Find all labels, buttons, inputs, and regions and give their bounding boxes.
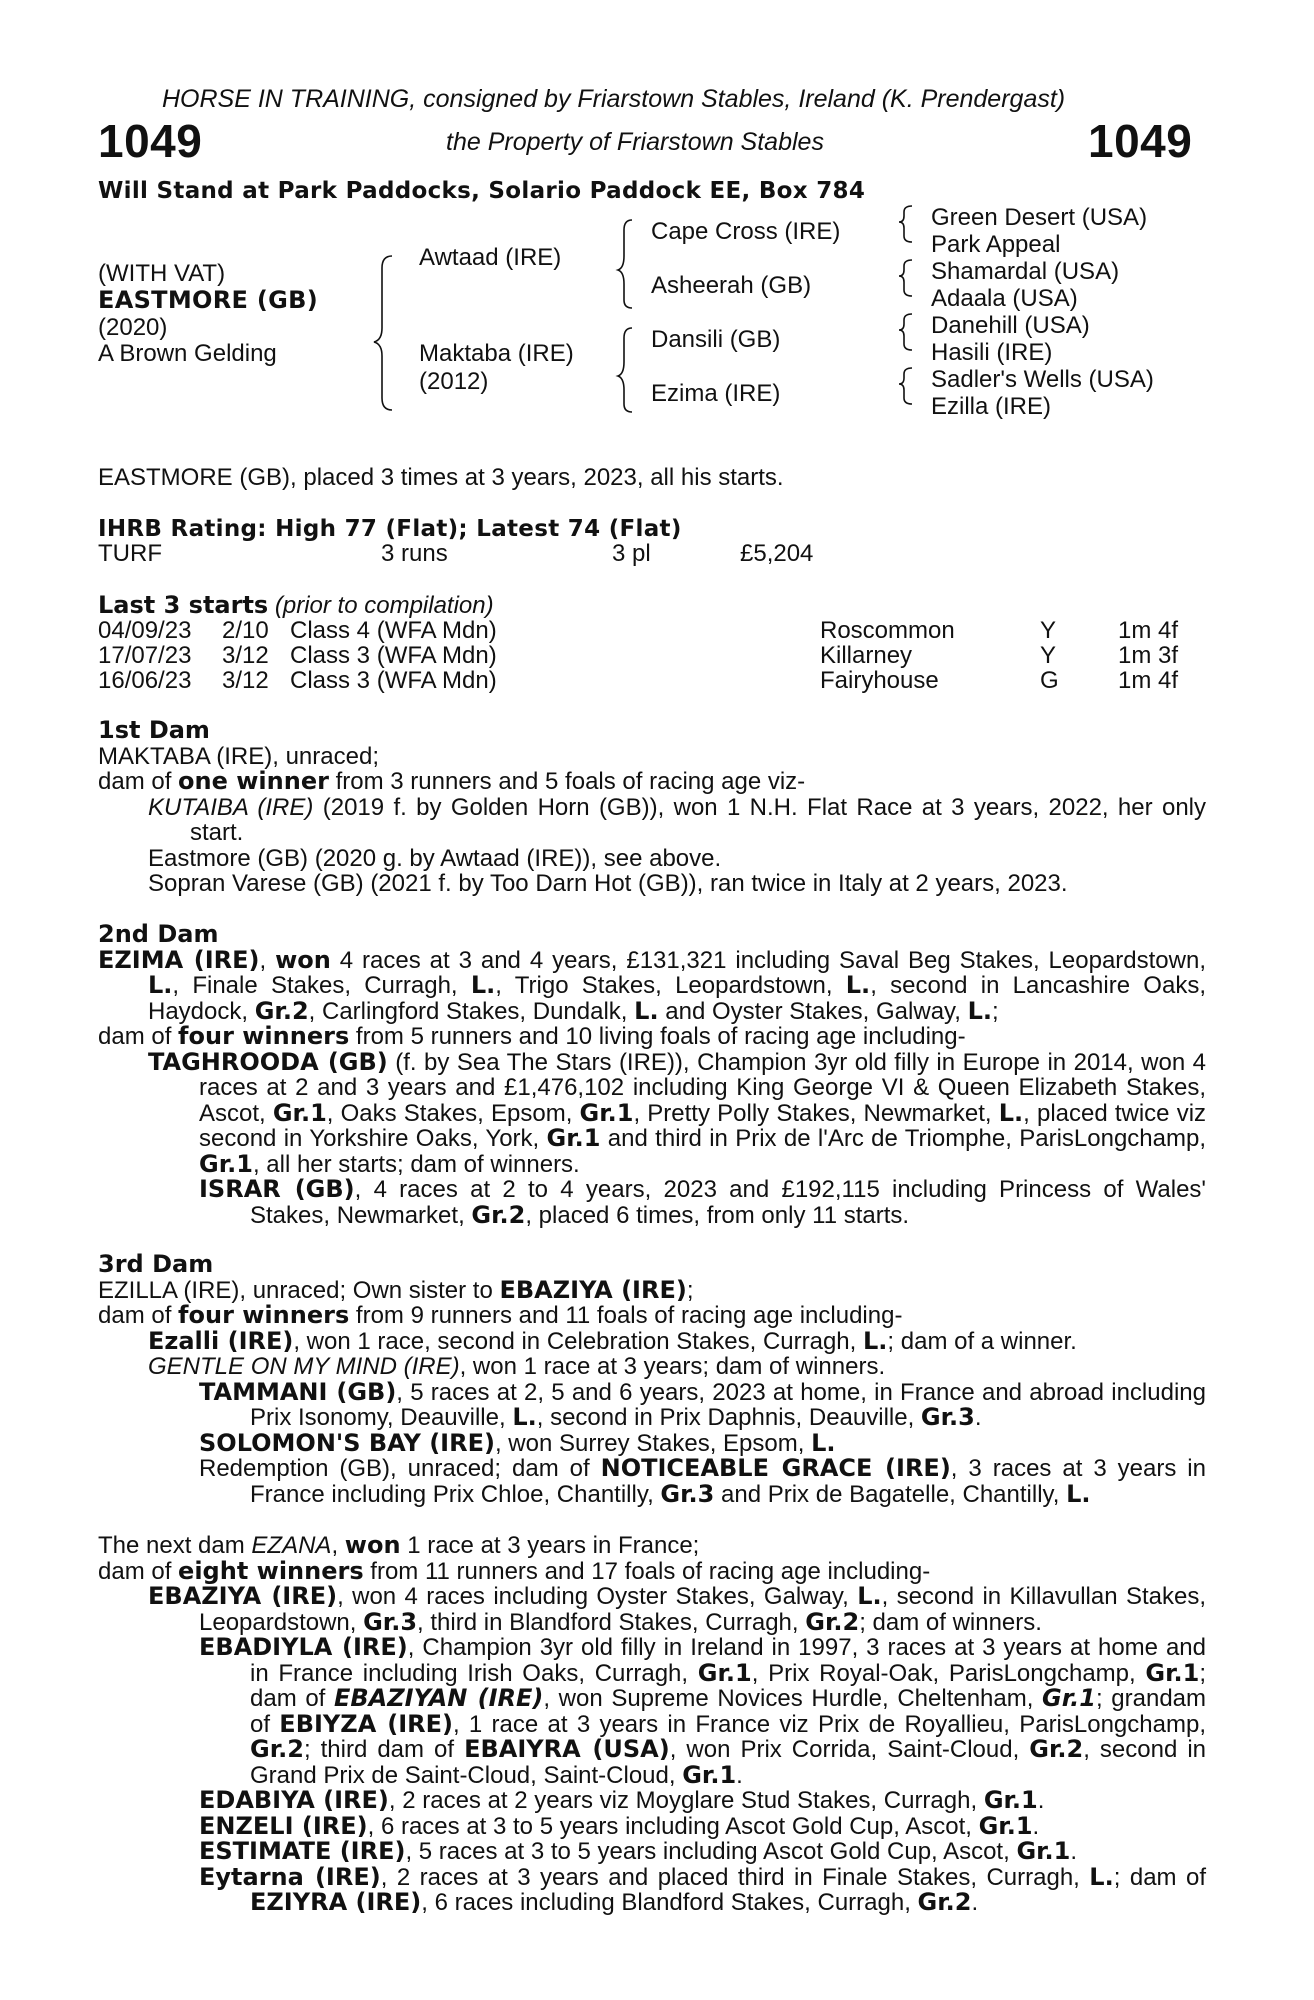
produce-entry: Eastmore (GB) (2020 g. by Awtaad (IRE)), see above. <box>148 844 722 872</box>
last-starts-note: (prior to compilation) <box>274 592 494 619</box>
lot-number-left: 1049 <box>98 115 203 167</box>
horse-description: A Brown Gelding <box>98 340 277 367</box>
start-row-race: Class 4 (WFA Mdn) <box>290 617 497 644</box>
pedigree-sire-dam: Asheerah (GB) <box>651 272 812 299</box>
produce-entry: EBADIYLA (IRE), Champion 3yr old filly in Ireland in 1997, 3 races at 3 years at home and in France including Irish Oaks, Curragh, Gr.1, Prix Royal-Oak, ParisLongchamp, Gr.1; dam of EBAZIYAN (IRE), won Supreme Novices Hurdle, Cheltenham, Gr.1; grandam of EBIYZA (IRE), 1 race at 3 years in France viz Prix de Royallieu, ParisLongchamp, Gr.2; third dam of EBAIYRA (USA), won Prix Corrida, Saint-Cloud, Gr.2, second in Grand Prix de Saint-Cloud, Saint-Cloud, Gr.1. <box>199 1633 1207 1789</box>
race-summary: EASTMORE (GB), placed 3 times at 3 years, 2023, all his starts. <box>98 464 784 491</box>
pedigree-dam: Maktaba (IRE) <box>419 340 574 367</box>
pedigree-dam-dam: Ezima (IRE) <box>651 380 781 407</box>
horse-name: EASTMORE (GB) <box>98 286 318 314</box>
produce-entry: EBAZIYA (IRE), won 4 races including Oyster Stakes, Galway, L., second in Killavullan Stakes, Leopardstown, Gr.3, third in Blandford Stakes, Curragh, Gr.2; dam of winners. <box>148 1582 1206 1636</box>
start-row-date: 04/09/23 <box>98 617 192 644</box>
first-dam-section <box>98 718 1206 897</box>
produce-entry: Eytarna (IRE), 2 races at 3 years and placed third in Finale Stakes, Curragh, L.; dam of EZIYRA (IRE), 6 races including Blandford Stakes, Curragh, Gr.2. <box>199 1862 1206 1916</box>
last-starts-heading <box>98 592 494 619</box>
start-row-course: Roscommon <box>820 617 955 644</box>
produce-entry: ENZELI (IRE), 6 races at 3 to 5 years including Ascot Gold Cup, Ascot, Gr.1. <box>199 1811 1040 1840</box>
pedigree-gen3-3: Shamardal (USA) <box>931 258 1120 285</box>
first-dam-produce-intro: dam of one winner from 3 runners and 5 foals of racing age viz- <box>98 767 806 795</box>
produce-entry: Redemption (GB), unraced; dam of NOTICEABLE GRACE (IRE), 3 races at 3 years in France including Prix Chloe, Chantilly, Gr.3 and Prix de Bagatelle, Chantilly, L. <box>199 1454 1206 1508</box>
third-dam-section <box>98 1252 1206 1507</box>
pedigree-sire: Awtaad (IRE) <box>419 244 562 271</box>
pedigree-gen3-5: Danehill (USA) <box>931 312 1090 339</box>
first-dam-title: 1st Dam <box>98 716 210 744</box>
start-row-going: Y <box>1040 642 1057 669</box>
lot-number-right: 1049 <box>1088 115 1193 167</box>
start-row-distance: 1m 4f <box>1118 667 1179 694</box>
second-dam-record: EZIMA (IRE), won 4 races at 3 and 4 years, £131,321 including Saval Beg Stakes, Leopardstown, L., Finale Stakes, Curragh, L., Trigo Stakes, Leopardstown, L., second in Lancashire Oaks, Haydock, Gr.2, Carlingford Stakes, Dundalk, L. and Oyster Stakes, Galway, L.; <box>98 945 1206 1025</box>
start-row-going: Y <box>1040 617 1057 644</box>
rating-placed: 3 pl <box>612 540 651 567</box>
produce-entry: TAGHROODA (GB) (f. by Sea The Stars (IRE)), Champion 3yr old filly in Europe in 2014, won 4 races at 2 and 3 years and £1,476,102 including King George VI & Queen Elizabeth Stakes, Ascot, Gr.1, Oaks Stakes, Epsom, Gr.1, Pretty Polly Stakes, Newmarket, L., placed twice viz second in Yorkshire Oaks, York, Gr.1 and third in Prix de l'Arc de Triomphe, ParisLongchamp, Gr.1, all her starts; dam of winners. <box>148 1047 1207 1178</box>
consignor-line: HORSE IN TRAINING, consigned by Friarstown Stables, Ireland (K. Prendergast) <box>162 85 1066 113</box>
start-row-position: 3/12 <box>222 667 269 694</box>
start-row-date: 16/06/23 <box>98 667 192 694</box>
pedigree-gen3-2: Park Appeal <box>931 231 1061 258</box>
first-dam-line: MAKTABA (IRE), unraced; <box>98 742 379 770</box>
third-dam-title: 3rd Dam <box>98 1250 214 1278</box>
pedigree-dam-sire: Dansili (GB) <box>651 326 781 353</box>
pedigree-sire-sire: Cape Cross (IRE) <box>651 218 841 245</box>
produce-entry: ESTIMATE (IRE), 5 races at 3 to 5 years including Ascot Gold Cup, Ascot, Gr.1. <box>199 1837 1078 1865</box>
second-dam-title: 2nd Dam <box>98 920 219 948</box>
rating-title: IHRB Rating: High 77 (Flat); Latest 74 (Flat) <box>98 516 682 542</box>
pedigree-gen3-4: Adaala (USA) <box>931 285 1078 312</box>
vat-label: (WITH VAT) <box>98 260 226 287</box>
second-dam-section <box>98 922 1206 1228</box>
property-line: the Property of Friarstown Stables <box>446 128 824 156</box>
pedigree-dam-year: (2012) <box>419 368 489 395</box>
fourth-dam-produce-intro: dam of eight winners from 11 runners and 17 foals of racing age including- <box>98 1556 931 1585</box>
produce-entry: KUTAIBA (IRE) (2019 f. by Golden Horn (GB)), won 1 N.H. Flat Race at 3 years, 2022, her only start. <box>148 793 1206 846</box>
pedigree-gen3-7: Sadler's Wells (USA) <box>931 366 1154 393</box>
start-row-race: Class 3 (WFA Mdn) <box>290 642 497 669</box>
third-dam-produce-intro: dam of four winners from 9 runners and 11 foals of racing age including- <box>98 1301 903 1329</box>
produce-entry: TAMMANI (GB), 5 races at 2, 5 and 6 years, 2023 at home, in France and abroad including Prix Isonomy, Deauville, L., second in Prix Daphnis, Deauville, Gr.3. <box>199 1377 1206 1431</box>
second-dam-produce-intro: dam of four winners from 5 runners and 10 living foals of racing age including- <box>98 1022 966 1050</box>
start-row-course: Fairyhouse <box>820 667 939 694</box>
start-row-position: 3/12 <box>222 642 269 669</box>
start-row-distance: 1m 4f <box>1118 617 1179 644</box>
produce-entry: ISRAR (GB), 4 races at 2 to 4 years, 2023 and £192,115 including Princess of Wales' Stakes, Newmarket, Gr.2, placed 6 times, from only 11 starts. <box>199 1175 1206 1229</box>
rating-surface: TURF <box>98 540 162 567</box>
horse-year: (2020) <box>98 314 168 341</box>
produce-entry: EDABIYA (IRE), 2 races at 2 years viz Moyglare Stud Stakes, Curragh, Gr.1. <box>199 1786 1045 1814</box>
produce-entry: Sopran Varese (GB) (2021 f. by Too Darn Hot (GB)), ran twice in Italy at 2 years, 2023. <box>148 870 1068 897</box>
produce-entry: Ezalli (IRE), won 1 race, second in Celebration Stakes, Curragh, L.; dam of a winner. <box>148 1326 1077 1355</box>
fourth-dam-line: The next dam EZANA, won 1 race at 3 years in France; <box>98 1531 700 1559</box>
start-row-race: Class 3 (WFA Mdn) <box>290 667 497 694</box>
last-starts-title: Last 3 starts <box>98 591 269 619</box>
start-row-date: 17/07/23 <box>98 642 192 669</box>
fourth-dam-section <box>98 1533 1206 1916</box>
produce-entry: SOLOMON'S BAY (IRE), won Surrey Stakes, Epsom, L. <box>199 1428 836 1457</box>
produce-entry: GENTLE ON MY MIND (IRE), won 1 race at 3 years; dam of winners. <box>148 1353 886 1380</box>
start-row-distance: 1m 3f <box>1118 642 1179 669</box>
third-dam-line: EZILLA (IRE), unraced; Own sister to EBAZIYA (IRE); <box>98 1275 694 1304</box>
pedigree-gen3-8: Ezilla (IRE) <box>931 393 1052 420</box>
stand-location: Will Stand at Park Paddocks, Solario Paddock EE, Box 784 <box>98 178 866 204</box>
start-row-course: Killarney <box>820 642 913 669</box>
rating-runs: 3 runs <box>381 540 448 567</box>
pedigree-gen3-1: Green Desert (USA) <box>931 204 1148 231</box>
start-row-position: 2/10 <box>222 617 269 644</box>
pedigree-gen3-6: Hasili (IRE) <box>931 339 1053 366</box>
rating-earnings: £5,204 <box>740 540 814 567</box>
start-row-going: G <box>1040 667 1059 694</box>
